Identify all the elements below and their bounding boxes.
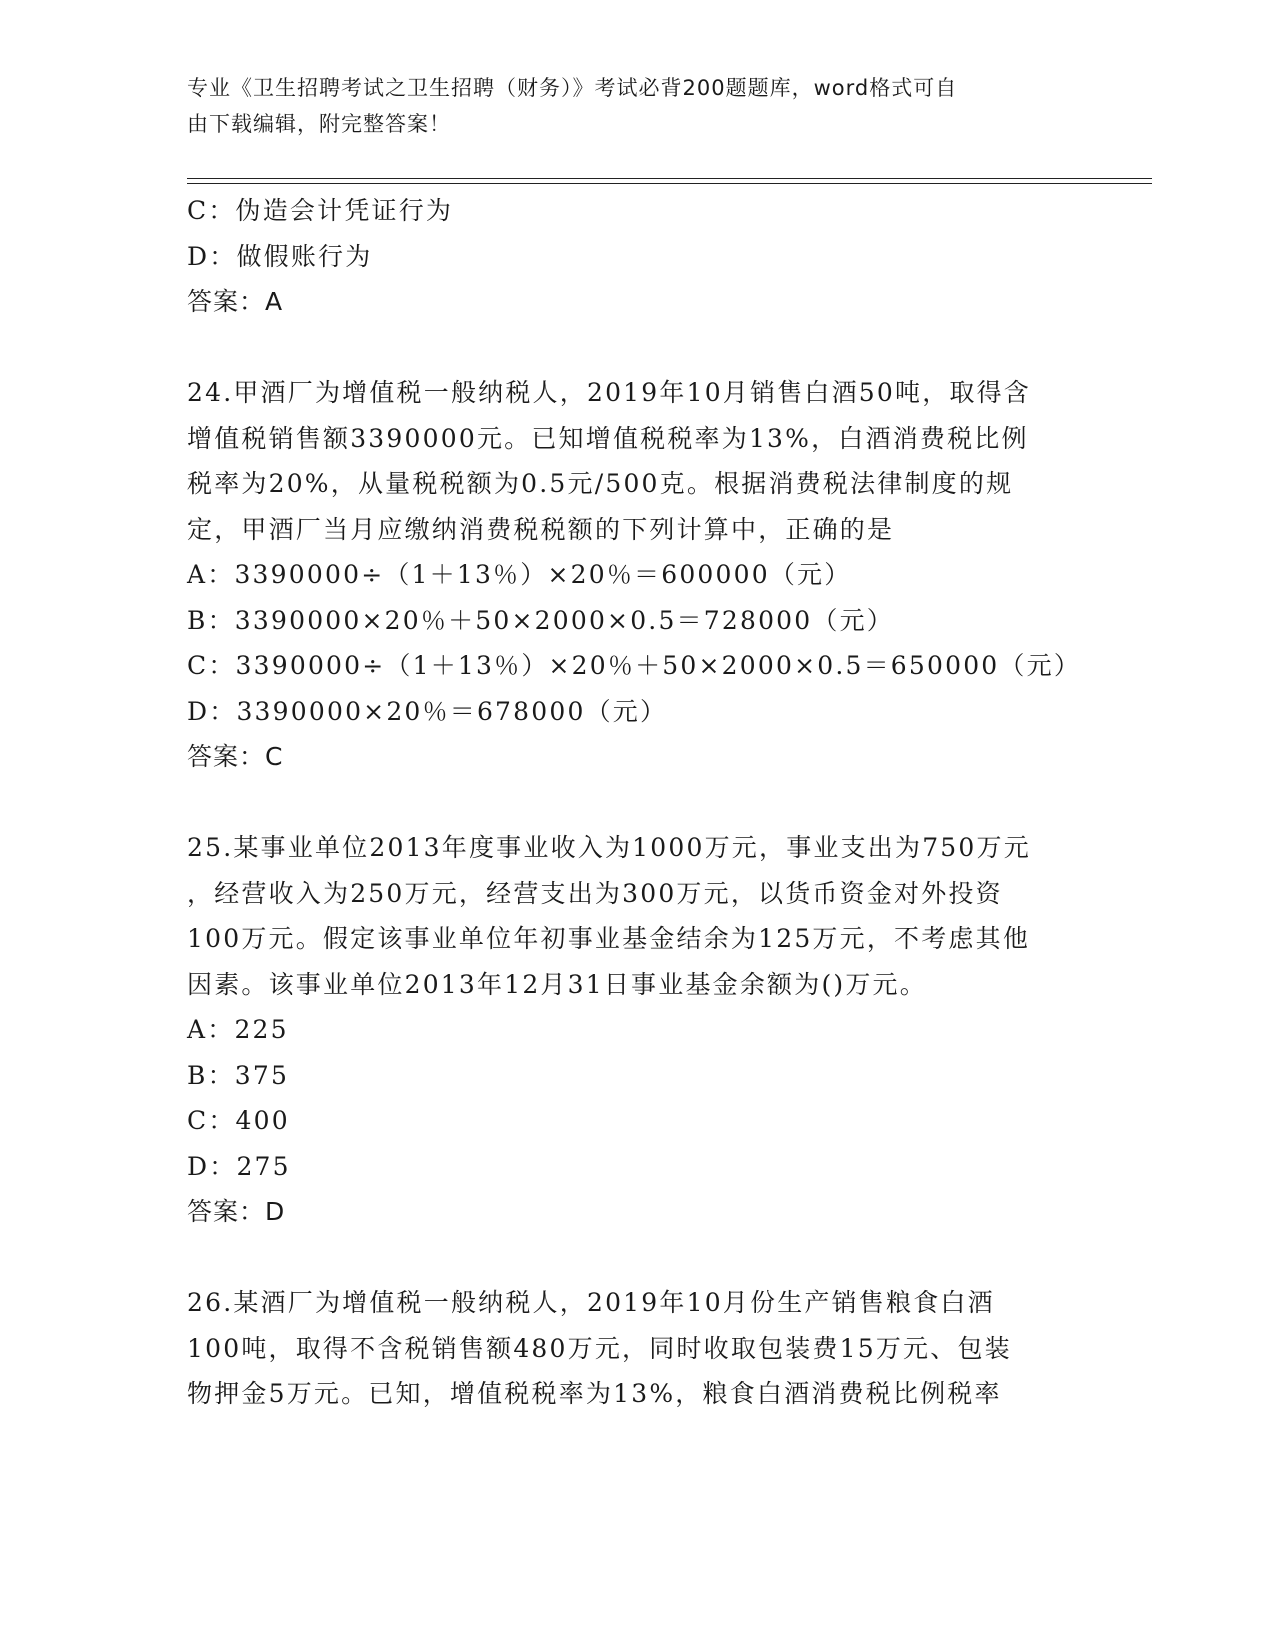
document-header bbox=[187, 70, 1087, 142]
question-text-line: 24.甲酒厂为增值税一般纳税人，2019年10月销售白酒50吨，取得含 bbox=[187, 378, 1032, 407]
question-text-line: 物押金5万元。已知，增值税税率为13%，粮食白酒消费税比例税率 bbox=[187, 1379, 1002, 1408]
option-d: D：3390000×20％＝678000（元） bbox=[187, 696, 668, 726]
option-a: A：225 bbox=[187, 1015, 289, 1044]
option-c: C：伪造会计凭证行为 bbox=[187, 196, 454, 225]
document-body bbox=[187, 188, 1087, 1417]
option-a: A：3390000÷（1＋13％）×20％＝600000（元） bbox=[187, 560, 852, 589]
option-c: C：400 bbox=[187, 1106, 290, 1135]
question-text-line: 26.某酒厂为增值税一般纳税人，2019年10月份生产销售粮食白酒 bbox=[187, 1288, 995, 1317]
question-text-line: 定，甲酒厂当月应缴纳消费税税额的下列计算中，正确的是 bbox=[187, 514, 895, 544]
question-text-line: 增值税销售额3390000元。已知增值税税率为13%，白酒消费税比例 bbox=[187, 423, 1029, 453]
option-d: D：做假账行为 bbox=[187, 241, 373, 271]
question-text-line: ，经营收入为250万元，经营支出为300万元，以货币资金对外投资 bbox=[187, 878, 1003, 908]
option-b: B：375 bbox=[187, 1060, 290, 1090]
spacer bbox=[187, 780, 1087, 826]
option-d: D：275 bbox=[187, 1151, 291, 1181]
spacer bbox=[187, 325, 1087, 371]
answer: 答案：C bbox=[187, 742, 284, 771]
answer: 答案：A bbox=[187, 287, 284, 316]
previous-question bbox=[187, 188, 1087, 325]
spacer bbox=[187, 1235, 1087, 1281]
question-text-line: 因素。该事业单位2013年12月31日事业基金余额为()万元。 bbox=[187, 969, 927, 999]
header-line-2: 由下载编辑，附完整答案！ bbox=[187, 112, 451, 136]
option-b: B：3390000×20％＋50×2000×0.5＝728000（元） bbox=[187, 605, 894, 635]
question-text-line: 100吨，取得不含税销售额480万元，同时收取包装费15万元、包装 bbox=[187, 1333, 1012, 1363]
option-c: C：3390000÷（1＋13％）×20％＋50×2000×0.5＝650000（元） bbox=[187, 651, 1082, 680]
header-divider-top bbox=[187, 178, 1152, 179]
header-line-1: 专业《卫生招聘考试之卫生招聘（财务）》考试必背200题题库，word格式可自 bbox=[187, 76, 958, 100]
question-26 bbox=[187, 1280, 1087, 1417]
question-text-line: 100万元。假定该事业单位年初事业基金结余为125万元，不考虑其他 bbox=[187, 924, 1031, 953]
question-text-line: 税率为20%，从量税税额为0.5元/500克。根据消费税法律制度的规 bbox=[187, 469, 1014, 498]
answer: 答案：D bbox=[187, 1197, 286, 1226]
question-text-line: 25.某事业单位2013年度事业收入为1000万元，事业支出为750万元 bbox=[187, 833, 1031, 862]
question-25 bbox=[187, 825, 1087, 1235]
header-divider-bottom bbox=[187, 183, 1152, 184]
question-24 bbox=[187, 370, 1087, 780]
